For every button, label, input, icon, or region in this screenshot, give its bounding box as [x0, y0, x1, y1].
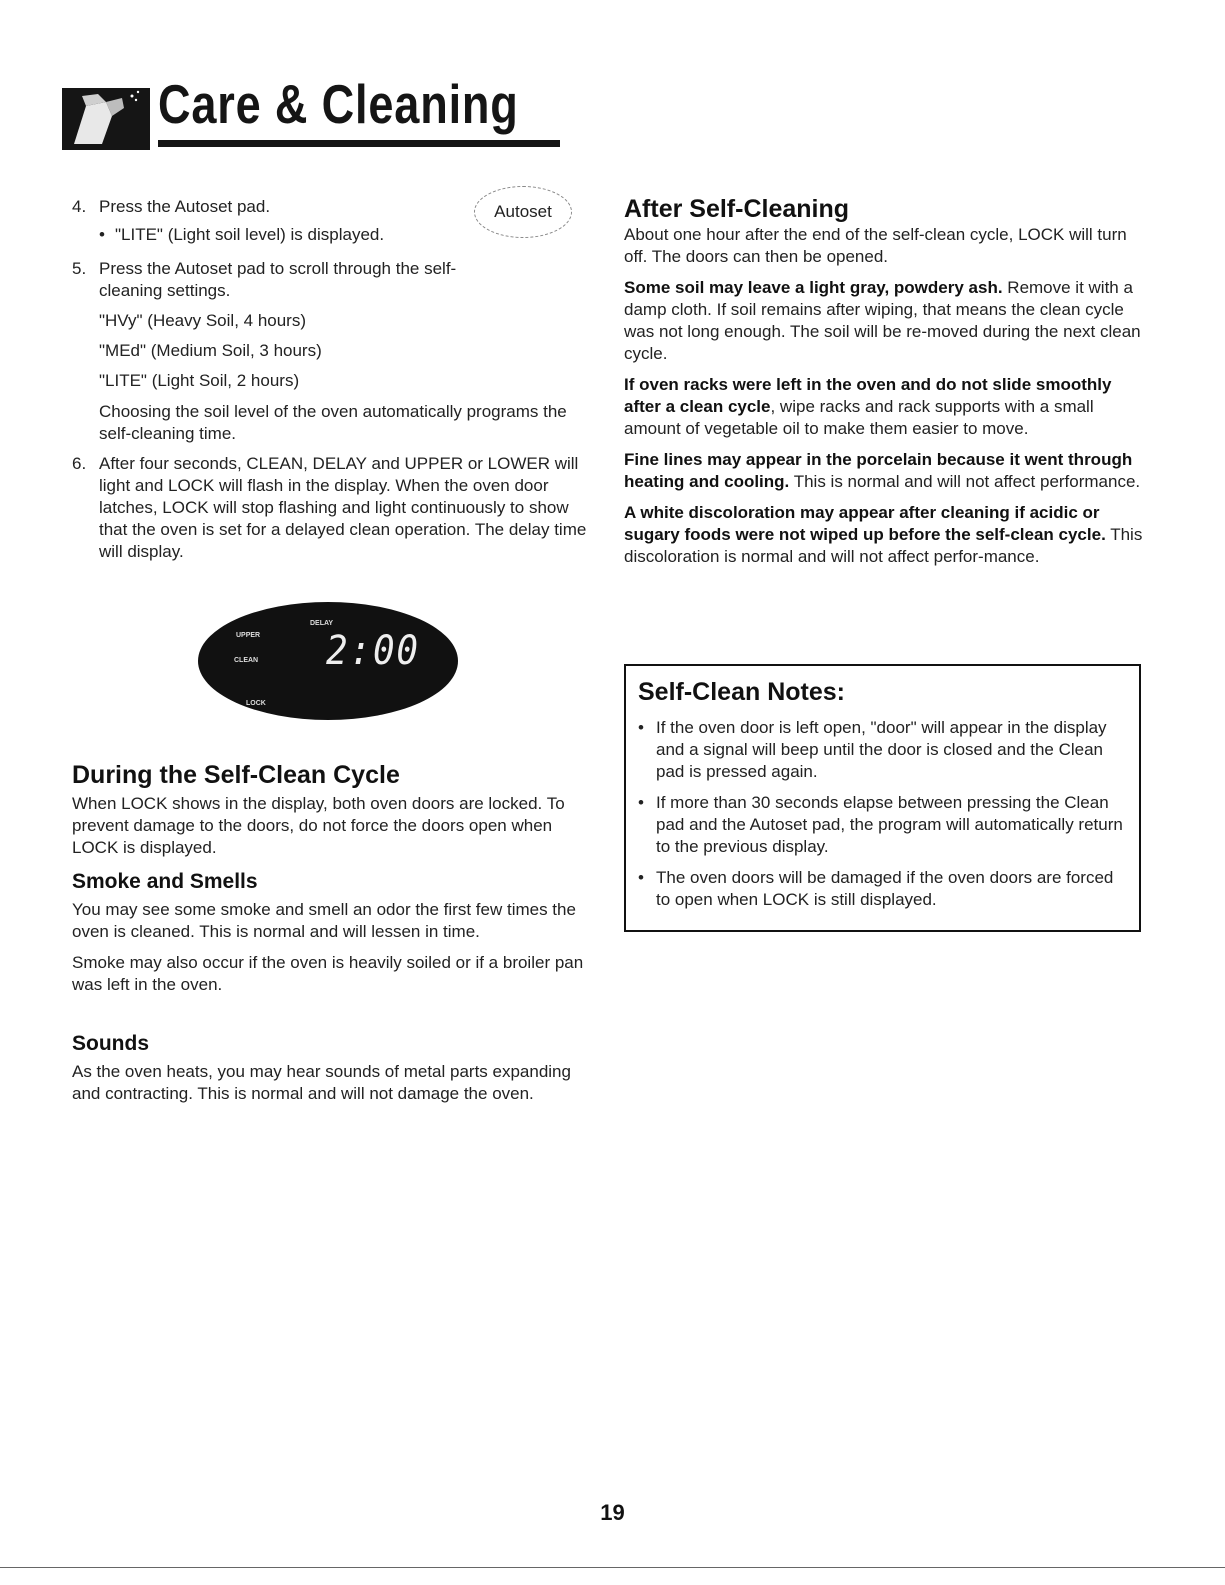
section-text: As the oven heats, you may hear sounds of metal parts expanding and contracting. This is normal and will not damage the oven.	[72, 1062, 571, 1103]
section-text: Smoke may also occur if the oven is heavily soiled or if a broiler pan was left in the oven.	[72, 953, 584, 994]
autoset-pad-icon: Autoset	[474, 186, 572, 238]
step-text: Press the Autoset pad to scroll through the self-cleaning settings.	[99, 259, 457, 300]
step-5	[72, 258, 592, 445]
self-clean-notes-box	[624, 664, 1141, 932]
section-heading: Smoke and Smells	[72, 870, 258, 893]
display-oval	[198, 602, 458, 720]
note-item	[638, 867, 1127, 911]
tip-item	[624, 449, 1144, 493]
during-section	[72, 760, 592, 859]
note-text: If the oven door is left open, "door" will appear in the display and a signal will beep until the door is closed and the Clean pad is pressed again.	[656, 718, 1107, 781]
note-text: The oven doors will be damaged if the oven doors are forced to open when LOCK is still displayed.	[656, 868, 1114, 909]
bottom-rule	[0, 1567, 1225, 1568]
step-text: After four seconds, CLEAN, DELAY and UPPER or LOWER will light and LOCK will flash in the display. When the oven door latches, LOCK will stop flashing and light continuously to show that the oven is set for a delayed clean operation. The delay time will display.	[99, 454, 587, 561]
steps-list	[72, 196, 592, 571]
soil-setting: "MEd" (Medium Soil, 3 hours)	[99, 341, 322, 360]
section-heading: Sounds	[72, 1032, 149, 1055]
sounds-section	[72, 1031, 592, 1105]
step-number: 4.	[72, 197, 87, 216]
tip-text: Remove it with a damp cloth. If soil remains after wiping, that means the clean cycle was not long enough. The soil will be re-moved during the next clean cycle.	[624, 278, 1141, 363]
page-number: 19	[600, 1500, 625, 1525]
soil-setting: "HVy" (Heavy Soil, 4 hours)	[99, 311, 307, 330]
after-self-cleaning-section	[624, 194, 1144, 568]
note-item	[638, 792, 1127, 858]
bullet-text: "LITE" (Light soil level) is displayed.	[115, 225, 385, 244]
display-label-clean: CLEAN	[234, 657, 259, 664]
note-item	[638, 717, 1127, 783]
bullet-icon: •	[638, 868, 644, 887]
notes-heading: Self-Clean Notes:	[638, 678, 845, 706]
section-text: You may see some smoke and smell an odor the first few times the oven is cleaned. This is normal and will lessen in time.	[72, 900, 576, 941]
step-6	[72, 453, 592, 563]
display-label-lock: LOCK	[246, 700, 266, 707]
section-heading: During the Self-Clean Cycle	[72, 761, 400, 789]
section-text: When LOCK shows in the display, both oven doors are locked. To prevent damage to the doors, do not force the doors open when LOCK is displayed.	[72, 794, 565, 857]
step-number: 5.	[72, 259, 87, 278]
spray-cleaning-icon	[62, 88, 150, 150]
tip-lead: If oven racks were left in the oven and do not slide smoothly after a clean cycle	[624, 375, 1112, 416]
smoke-section	[72, 869, 592, 996]
tip-item	[624, 502, 1144, 568]
bullet-icon: •	[638, 718, 644, 737]
bullet-icon: •	[638, 793, 644, 812]
tip-item	[624, 374, 1144, 440]
tip-item	[624, 277, 1144, 365]
soil-setting: "LITE" (Light Soil, 2 hours)	[99, 371, 300, 390]
tip-text: This discoloration is normal and will not affect perfor-mance.	[624, 525, 1143, 566]
title-underline	[158, 140, 560, 147]
oven-display	[198, 602, 458, 722]
note-text: If more than 30 seconds elapse between pressing the Clean pad and the Autoset pad, the program will automatically return to the previous display.	[656, 793, 1123, 856]
tip-lead: Fine lines may appear in the porcelain because it went through heating and cooling.	[624, 450, 1133, 491]
step-text: Press the Autoset pad.	[99, 197, 271, 216]
display-label-upper: UPPER	[236, 632, 261, 639]
bullet-icon: •	[99, 225, 105, 244]
display-label-delay: DELAY	[310, 620, 334, 627]
tip-lead: A white discoloration may appear after cleaning if acidic or sugary foods were not wiped up before the self-clean cycle.	[624, 503, 1106, 544]
tip-text: , wipe racks and rack supports with a small amount of vegetable oil to make them easier to move.	[624, 397, 1094, 438]
step-number: 6.	[72, 454, 87, 473]
section-heading: After Self-Cleaning	[624, 195, 850, 223]
display-time: 2:00	[326, 628, 420, 674]
tip-text: This is normal and will not affect performance.	[789, 472, 1141, 491]
section-text: About one hour after the end of the self-clean cycle, LOCK will turn off. The doors can then be opened.	[624, 225, 1127, 266]
tip-lead: Some soil may leave a light gray, powdery ash.	[624, 278, 1003, 297]
page-header	[62, 73, 519, 148]
page-title: Care & Cleaning	[158, 73, 519, 135]
step-note: Choosing the soil level of the oven automatically programs the self-cleaning time.	[99, 402, 567, 443]
